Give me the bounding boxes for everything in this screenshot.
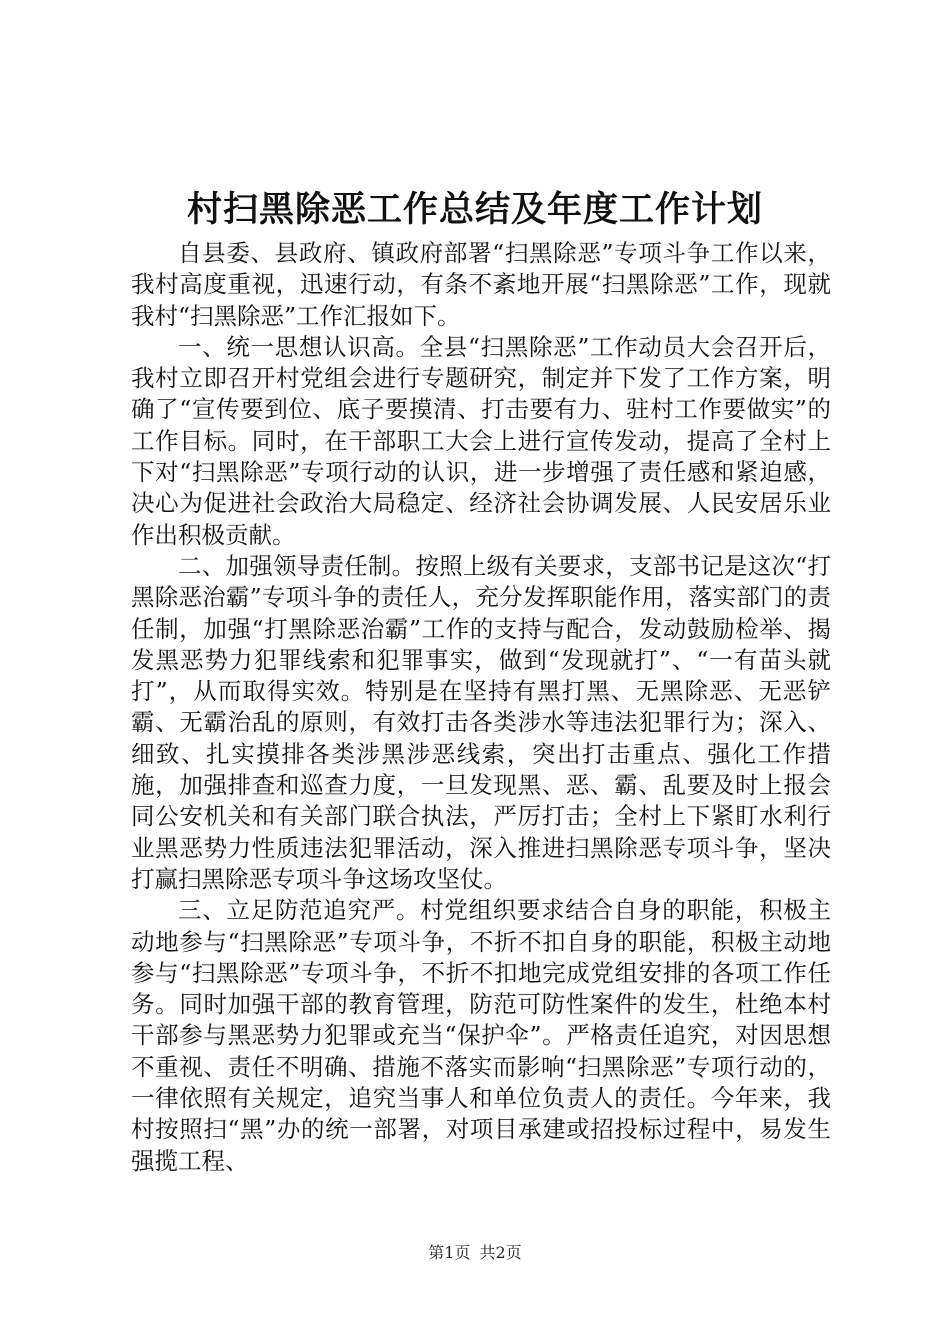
document-title: 村扫黑除恶工作总结及年度工作计划 xyxy=(186,190,763,230)
paragraph-section-2: 二、加强领导责任制。按照上级有关要求，支部书记是这次“打黑除恶治霸”专项斗争的责任人，充分发挥职能作用，落实部门的责任制，加强“打黑除恶治霸”工作的支持与配合，发动鼓励检举、揭发黑恶势力犯罪线索和犯罪事实，做到“发现就打”、“一有苗头就打”，从而取得实效。特别是在坚持有黑打黑、无黑除恶、无恶铲霸、无霸治乱的原则，有效打击各类涉水等违法犯罪行为；深入、细致、扎实摸排各类涉黑涉恶线索，突出打击重点、强化工作措施，加强排查和巡查力度，一旦发现黑、恶、霸、乱要及时上报会同公安机关和有关部门联合执法，严厉打击；全村上下紧盯水利行业黑恶势力性质违法犯罪活动，深入推进扫黑除恶专项斗争，坚决打赢扫黑除恶专项斗争这场攻坚仗。 xyxy=(131,551,831,893)
paragraph-section-1: 一、统一思想认识高。全县“扫黑除恶”工作动员大会召开后，我村立即召开村党组会进行专题研究，制定并下发了工作方案，明确了“宣传要到位、底子要摸清、打击要有力、驻村工作要做实”的工作目标。同时，在干部职工大会上进行宣传发动，提高了全村上下对“扫黑除恶”专项行动的认识，进一步增强了责任感和紧迫感，决心为促进社会政治大局稳定、经济社会协调发展、人民安居乐业作出积极贡献。 xyxy=(131,332,831,549)
document-body xyxy=(131,238,831,1177)
paragraph-intro: 自县委、县政府、镇政府部署“扫黑除恶”专项斗争工作以来，我村高度重视，迅速行动，有条不紊地开展“扫黑除恶”工作，现就我村“扫黑除恶”工作汇报如下。 xyxy=(131,239,831,330)
paragraph-section-3: 三、立足防范追究严。村党组织要求结合自身的职能，积极主动地参与“扫黑除恶”专项斗争，不折不扣自身的职能，积极主动地参与“扫黑除恶”专项斗争，不折不扣地完成党组安排的各项工作任务。同时加强干部的教育管理，防范可防性案件的发生，杜绝本村干部参与黑恶势力犯罪或充当“保护伞”。严格责任追究，对因思想不重视、责任不明确、措施不落实而影响“扫黑除恶”专项行动的，一律依照有关规定，追究当事人和单位负责人的责任。今年来，我村按照扫“黑”办的统一部署，对项目承建或招投标过程中，易发生强揽工程、 xyxy=(131,896,831,1175)
page-total: 共2页 xyxy=(479,1243,522,1262)
page-number: 第1页 xyxy=(428,1243,471,1262)
page-footer xyxy=(0,1243,950,1263)
